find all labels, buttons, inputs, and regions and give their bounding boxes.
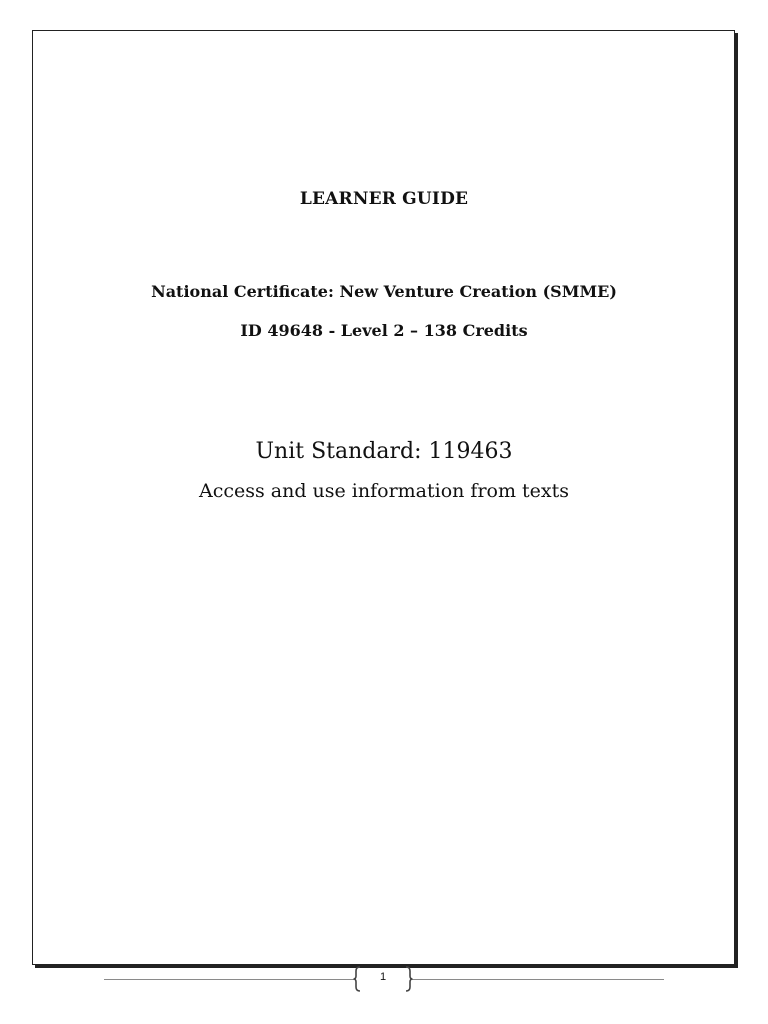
footer-rule-right bbox=[412, 979, 664, 980]
certificate-name: National Certificate: New Venture Creation (SMME) bbox=[151, 282, 617, 301]
page-number-box bbox=[353, 966, 413, 992]
certificate-id: ID 49648 - Level 2 – 138 Credits bbox=[240, 321, 528, 340]
guide-title: LEARNER GUIDE bbox=[299, 189, 469, 209]
unit-title: Access and use information from texts bbox=[198, 480, 570, 502]
page-number: 1 bbox=[379, 971, 387, 983]
right-brace-icon bbox=[405, 966, 413, 992]
unit-standard: Unit Standard: 119463 bbox=[255, 439, 513, 464]
footer-rule-left bbox=[104, 979, 354, 980]
